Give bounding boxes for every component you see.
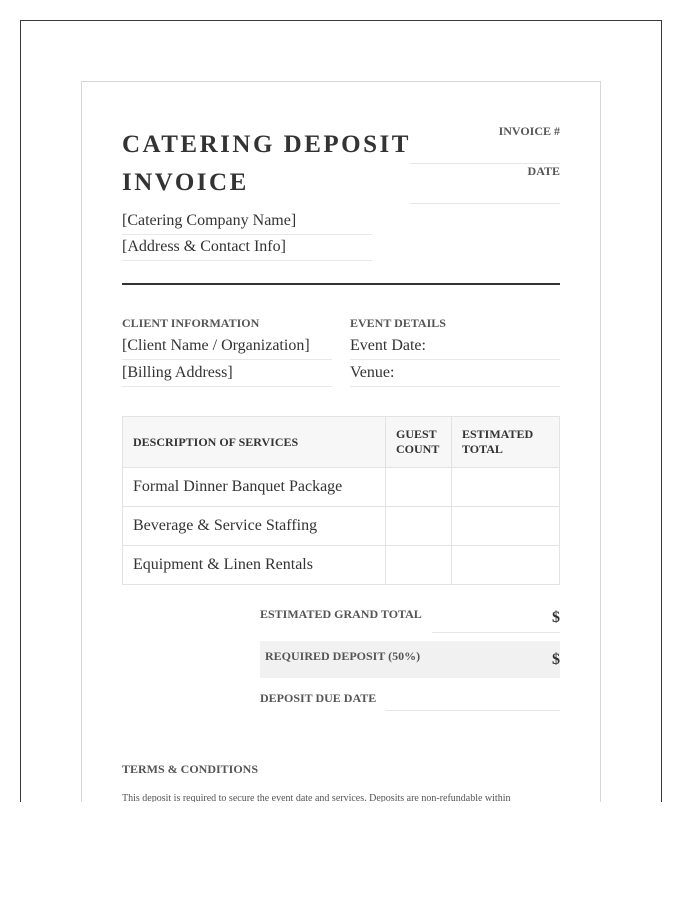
services-table [122,416,560,585]
estimated-total-cell[interactable] [452,507,560,546]
title-line-2: INVOICE [122,169,249,196]
guest-count-cell[interactable] [386,468,452,507]
venue-field[interactable]: Venue: [350,362,560,387]
guest-header-line-2: COUNT [396,442,440,456]
guest-header-line-1: GUEST [396,427,437,441]
grand-total-value: $ [552,609,560,626]
table-row [123,507,560,546]
col-header-description: DESCRIPTION OF SERVICES [123,417,386,468]
invoice-number-label: INVOICE # [498,124,560,138]
company-name: [Catering Company Name] [122,210,372,235]
client-info-heading: CLIENT INFORMATION [122,316,260,330]
billing-address-field[interactable]: [Billing Address] [122,362,332,387]
estimated-total-cell[interactable] [452,468,560,507]
guest-count-cell[interactable] [386,507,452,546]
event-details-heading: EVENT DETAILS [350,316,446,330]
col-header-guest-count [386,417,452,468]
header-divider [122,283,560,285]
total-header-line-2: TOTAL [462,442,503,456]
table-row [123,468,560,507]
terms-text: This deposit is required to secure the event date and services. Deposits are non-refundable within [122,793,511,802]
deposit-due-date-label: DEPOSIT DUE DATE [260,691,377,705]
deposit-value: $ [552,651,560,668]
event-date-field[interactable]: Event Date: [350,335,560,360]
total-header-line-1: ESTIMATED [462,427,534,441]
invoice-title [122,126,412,202]
company-address: [Address & Contact Info] [122,236,372,261]
estimated-total-cell[interactable] [452,546,560,585]
deposit-due-date-field[interactable] [385,709,560,711]
invoice-page [81,81,601,802]
title-line-1: CATERING DEPOSIT [122,131,411,158]
service-description: Formal Dinner Banquet Package [123,468,386,507]
date-label: DATE [527,164,560,178]
deposit-label: REQUIRED DEPOSIT (50%) [265,649,421,663]
col-header-estimated-total [452,417,560,468]
service-description: Beverage & Service Staffing [123,507,386,546]
date-field[interactable] [410,202,560,204]
service-description: Equipment & Linen Rentals [123,546,386,585]
terms-heading: TERMS & CONDITIONS [122,762,259,776]
grand-total-label: ESTIMATED GRAND TOTAL [260,607,422,621]
guest-count-cell[interactable] [386,546,452,585]
grand-total-field[interactable] [432,631,560,633]
document-viewer [20,20,662,802]
table-row [123,546,560,585]
client-name-field[interactable]: [Client Name / Organization] [122,335,332,360]
table-header-row [123,417,560,468]
